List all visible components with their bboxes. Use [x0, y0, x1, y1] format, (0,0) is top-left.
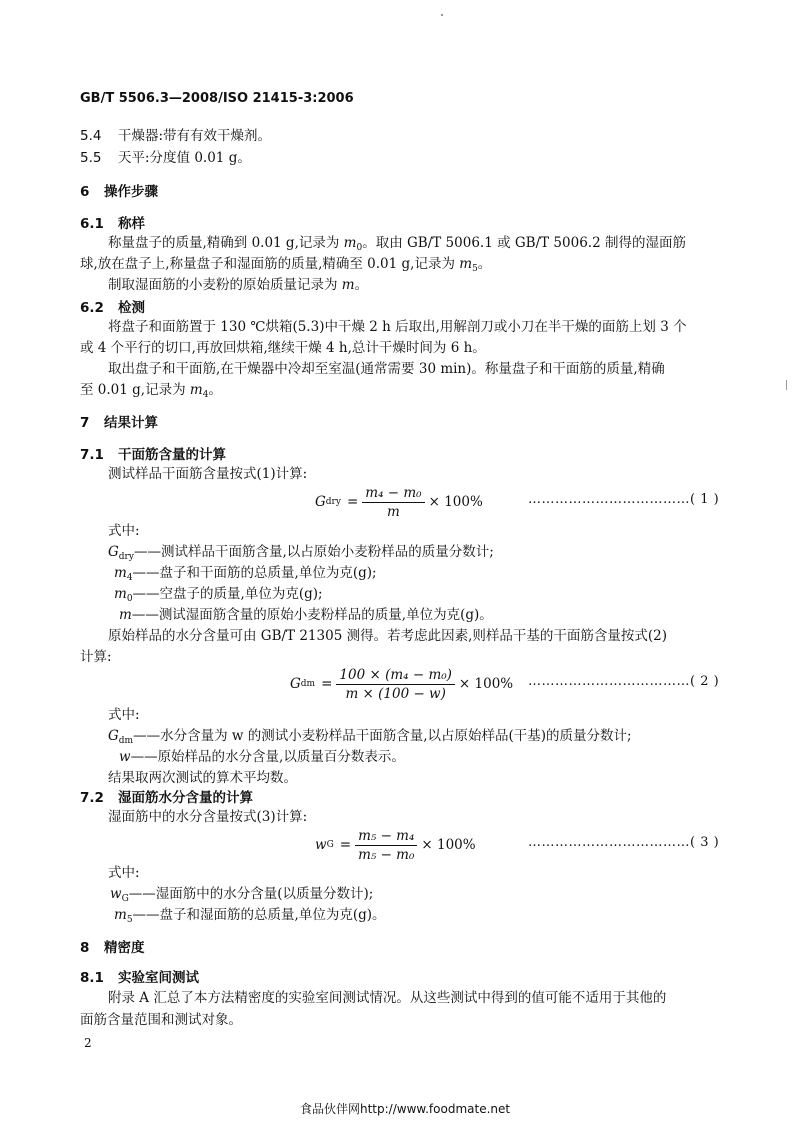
section-8-heading: [80, 936, 145, 956]
definition-line: $G_{dm}——$水分含量为 w 的测试小麦粉样品干面筋含量,以占原始样品(干基)的质量分数计;: [108, 728, 632, 746]
paragraph-line: 称量盘子的质量,精确到 0.01 g,记录为 $m_0$。取由 GB/T 5006.1 或 GB/T 5006.2 制得的湿面筋: [108, 235, 686, 253]
definition-line: $G_{dry}——$测试样品干面筋含量,以占原始小麦粉样品的质量分数计;: [108, 544, 494, 562]
clause-title: 检测: [118, 300, 145, 316]
clause-number: 5.4: [80, 128, 102, 144]
clause-5-5: [80, 148, 251, 168]
scan-speck: [441, 14, 443, 16]
section-title: 操作步骤: [104, 184, 158, 200]
clause-title: 干面筋含量的计算: [118, 447, 226, 463]
where-label: 式中:: [108, 523, 140, 539]
paragraph-line: 制取湿面筋的小麦粉的原始质量记录为 m。: [108, 277, 369, 293]
clause-number: 6.2: [80, 300, 104, 316]
section-title: 结果计算: [104, 415, 158, 431]
paragraph-line: 至 0.01 g,记录为 $m_4$。: [80, 382, 222, 400]
formula-2-leader: ………………………………( 2 ): [528, 674, 720, 689]
formula-1-leader: ………………………………( 1 ): [528, 492, 720, 507]
clause-number: 7.2: [80, 790, 104, 806]
page-number: 2: [84, 1036, 92, 1050]
definition-line: $m_5——$盘子和湿面筋的总质量,单位为克(g)。: [114, 907, 386, 925]
formula-3: w G = $\frac{\text{m₅ − m₄}}{\text{m₅ − m₀}}$ × 100%: [315, 827, 476, 863]
clause-6-2-heading: [80, 296, 145, 316]
definition-line: $m_0——$空盘子的质量,单位为克(g);: [114, 586, 323, 604]
section-number: 8: [80, 940, 90, 956]
formula-number: ( 1 ): [690, 492, 720, 507]
paragraph-line: 面筋含量范围和测试对象。: [80, 1012, 242, 1028]
clause-text: 干燥器:带有有效干燥剂。: [118, 128, 272, 144]
formula-3-leader: ………………………………( 3 ): [528, 835, 720, 850]
paragraph-line: 计算:: [80, 649, 112, 665]
footer-watermark: 食品伙伴网http://www.foodmate.net: [300, 1102, 511, 1116]
paragraph-line: 球,放在盘子上,称量盘子和湿面筋的质量,精确至 0.01 g,记录为 $m_5$。: [80, 256, 492, 274]
clause-number: 8.1: [80, 970, 104, 986]
section-6-heading: [80, 180, 158, 200]
paragraph-line: 原始样品的水分含量可由 GB/T 21305 测得。若考虑此因素,则样品干基的干面筋含量按式(2): [108, 628, 667, 644]
definition-line: $w_G——$湿面筋中的水分含量(以质量分数计);: [110, 886, 374, 904]
formula-number: ( 3 ): [690, 835, 720, 850]
formula-2: G dm = $\frac{\text{100 × (m₄ − m₀)}}{m \times (100 - w)}$ × 100%: [290, 666, 514, 702]
paragraph-line: 或 4 个平行的切口,再放回烘箱,继续干燥 4 h,总计干燥时间为 6 h。: [80, 340, 486, 356]
formula-1: G dry = $\frac{\text{m₄ − m₀}}{m}$ × 100%: [315, 484, 483, 520]
paragraph-line: 将盘子和面筋置于 130 ℃烘箱(5.3)中干燥 2 h 后取出,用解剖刀或小刀在半干燥的面筋上划 3 个: [108, 319, 687, 335]
clause-number: 5.5: [80, 150, 102, 166]
paragraph-line: 取出盘子和干面筋,在干燥器中冷却至室温(通常需要 30 min)。称量盘子和干面筋的质量,精确: [108, 361, 665, 377]
paragraph-line: 测试样品干面筋含量按式(1)计算:: [108, 466, 308, 482]
clause-text: 天平:分度值 0.01 g。: [118, 150, 251, 166]
definition-line: m——测试湿面筋含量的原始小麦粉样品的质量,单位为克(g)。: [119, 607, 493, 623]
clause-number: 7.1: [80, 447, 104, 463]
clause-7-1-heading: [80, 443, 226, 463]
paragraph-line: 结果取两次测试的算术平均数。: [108, 770, 297, 786]
formula-fraction: $\frac{\text{m₄ − m₀}}{m}$: [362, 485, 424, 520]
clause-title: 实验室间测试: [118, 970, 199, 986]
where-label: 式中:: [108, 865, 140, 881]
section-7-heading: [80, 411, 158, 431]
where-label: 式中:: [108, 707, 140, 723]
section-number: 6: [80, 184, 90, 200]
definition-line: w——原始样品的水分含量,以质量百分数表示。: [119, 749, 405, 765]
clause-6-1-heading: [80, 212, 145, 232]
clause-7-2-heading: [80, 786, 253, 806]
scan-speck: [786, 380, 787, 390]
definition-line: $m_4——$盘子和干面筋的总质量,单位为克(g);: [114, 565, 377, 583]
section-number: 7: [80, 415, 90, 431]
clause-5-4: [80, 126, 271, 146]
paragraph-line: 附录 A 汇总了本方法精密度的实验室间测试情况。从这些测试中得到的值可能不适用于其他的: [108, 990, 667, 1006]
formula-number: ( 2 ): [690, 674, 720, 689]
formula-fraction: $\frac{\text{100 × (m₄ − m₀)}}{m \times (100 - w)}$: [336, 667, 455, 702]
clause-8-1-heading: [80, 966, 199, 986]
paragraph-line: 湿面筋中的水分含量按式(3)计算:: [108, 809, 308, 825]
section-title: 精密度: [104, 940, 145, 956]
clause-title: 称样: [118, 216, 145, 232]
clause-title: 湿面筋水分含量的计算: [118, 790, 253, 806]
formula-fraction: $\frac{\text{m₅ − m₄}}{\text{m₅ − m₀}}$: [355, 828, 417, 863]
clause-number: 6.1: [80, 216, 104, 232]
page-header-standard: GB/T 5506.3—2008/ISO 21415-3:2006: [80, 91, 354, 106]
